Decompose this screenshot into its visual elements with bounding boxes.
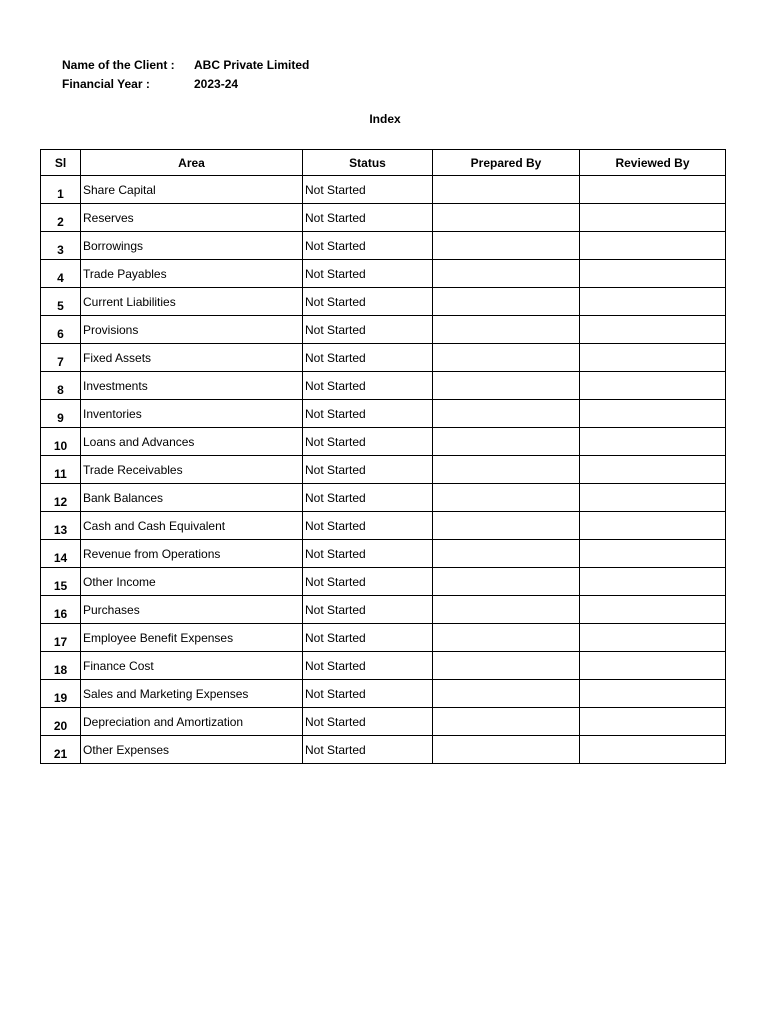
- status-cell[interactable]: Not Started: [303, 736, 433, 764]
- status-cell[interactable]: Not Started: [303, 596, 433, 624]
- sl-cell: 20: [41, 708, 81, 736]
- prepared-by-cell[interactable]: [433, 624, 580, 652]
- reviewed-by-cell[interactable]: [580, 568, 726, 596]
- area-cell: Other Income: [81, 568, 303, 596]
- area-cell: Cash and Cash Equivalent: [81, 512, 303, 540]
- financial-year-value: 2023-24: [194, 77, 239, 91]
- status-cell[interactable]: Not Started: [303, 456, 433, 484]
- table-row: [41, 708, 726, 736]
- reviewed-by-cell[interactable]: [580, 484, 726, 512]
- status-cell[interactable]: Not Started: [303, 344, 433, 372]
- area-cell: Depreciation and Amortization: [81, 708, 303, 736]
- sl-cell: 12: [41, 484, 81, 512]
- column-header-sl: Sl: [41, 150, 81, 176]
- reviewed-by-cell[interactable]: [580, 596, 726, 624]
- prepared-by-cell[interactable]: [433, 736, 580, 764]
- table-row: [41, 568, 726, 596]
- table-row: [41, 288, 726, 316]
- table-row: [41, 232, 726, 260]
- sl-cell: 10: [41, 428, 81, 456]
- sl-cell: 6: [41, 316, 81, 344]
- prepared-by-cell[interactable]: [433, 456, 580, 484]
- sl-cell: 15: [41, 568, 81, 596]
- table-row: [41, 344, 726, 372]
- status-cell[interactable]: Not Started: [303, 512, 433, 540]
- client-info-block: [62, 56, 309, 94]
- table-row: [41, 680, 726, 708]
- prepared-by-cell[interactable]: [433, 288, 580, 316]
- reviewed-by-cell[interactable]: [580, 288, 726, 316]
- table-row: [41, 736, 726, 764]
- sl-cell: 4: [41, 260, 81, 288]
- client-name-value: ABC Private Limited: [194, 58, 310, 72]
- table-row: [41, 624, 726, 652]
- reviewed-by-cell[interactable]: [580, 736, 726, 764]
- prepared-by-cell[interactable]: [433, 652, 580, 680]
- area-cell: Share Capital: [81, 176, 303, 204]
- reviewed-by-cell[interactable]: [580, 400, 726, 428]
- reviewed-by-cell[interactable]: [580, 232, 726, 260]
- area-cell: Reserves: [81, 204, 303, 232]
- reviewed-by-cell[interactable]: [580, 344, 726, 372]
- table-row: [41, 316, 726, 344]
- status-cell[interactable]: Not Started: [303, 484, 433, 512]
- area-cell: Loans and Advances: [81, 428, 303, 456]
- area-cell: Revenue from Operations: [81, 540, 303, 568]
- sl-cell: 2: [41, 204, 81, 232]
- area-cell: Finance Cost: [81, 652, 303, 680]
- reviewed-by-cell[interactable]: [580, 680, 726, 708]
- index-table: [40, 149, 726, 764]
- column-header-area: Area: [81, 150, 303, 176]
- sl-cell: 1: [41, 176, 81, 204]
- reviewed-by-cell[interactable]: [580, 540, 726, 568]
- area-cell: Borrowings: [81, 232, 303, 260]
- table-row: [41, 260, 726, 288]
- prepared-by-cell[interactable]: [433, 596, 580, 624]
- financial-year-label: Financial Year :: [62, 77, 150, 91]
- sl-cell: 11: [41, 456, 81, 484]
- client-name-label: Name of the Client :: [62, 58, 175, 72]
- reviewed-by-cell[interactable]: [580, 204, 726, 232]
- reviewed-by-cell[interactable]: [580, 372, 726, 400]
- table-row: [41, 176, 726, 204]
- area-cell: Fixed Assets: [81, 344, 303, 372]
- prepared-by-cell[interactable]: [433, 400, 580, 428]
- prepared-by-cell[interactable]: [433, 540, 580, 568]
- prepared-by-cell[interactable]: [433, 568, 580, 596]
- prepared-by-cell[interactable]: [433, 204, 580, 232]
- reviewed-by-cell[interactable]: [580, 512, 726, 540]
- sl-cell: 14: [41, 540, 81, 568]
- prepared-by-cell[interactable]: [433, 260, 580, 288]
- area-cell: Trade Receivables: [81, 456, 303, 484]
- reviewed-by-cell[interactable]: [580, 708, 726, 736]
- reviewed-by-cell[interactable]: [580, 176, 726, 204]
- reviewed-by-cell[interactable]: [580, 428, 726, 456]
- table-row: [41, 652, 726, 680]
- status-cell[interactable]: Not Started: [303, 288, 433, 316]
- area-cell: Provisions: [81, 316, 303, 344]
- area-cell: Inventories: [81, 400, 303, 428]
- area-cell: Employee Benefit Expenses: [81, 624, 303, 652]
- table-row: [41, 372, 726, 400]
- status-cell[interactable]: Not Started: [303, 624, 433, 652]
- area-cell: Trade Payables: [81, 260, 303, 288]
- sl-cell: 7: [41, 344, 81, 372]
- table-row: [41, 428, 726, 456]
- table-row: [41, 540, 726, 568]
- status-cell[interactable]: Not Started: [303, 652, 433, 680]
- column-header-status: Status: [303, 150, 433, 176]
- table-header-row: [41, 150, 726, 176]
- reviewed-by-cell[interactable]: [580, 260, 726, 288]
- client-name-row: [62, 56, 309, 75]
- index-title: Index: [369, 112, 401, 126]
- prepared-by-cell[interactable]: [433, 512, 580, 540]
- status-cell[interactable]: Not Started: [303, 568, 433, 596]
- sl-cell: 13: [41, 512, 81, 540]
- area-cell: Purchases: [81, 596, 303, 624]
- sl-cell: 9: [41, 400, 81, 428]
- reviewed-by-cell[interactable]: [580, 624, 726, 652]
- status-cell[interactable]: Not Started: [303, 176, 433, 204]
- prepared-by-cell[interactable]: [433, 372, 580, 400]
- status-cell[interactable]: Not Started: [303, 232, 433, 260]
- prepared-by-cell[interactable]: [433, 344, 580, 372]
- prepared-by-cell[interactable]: [433, 428, 580, 456]
- prepared-by-cell[interactable]: [433, 708, 580, 736]
- status-cell[interactable]: Not Started: [303, 428, 433, 456]
- prepared-by-cell[interactable]: [433, 176, 580, 204]
- column-header-reviewed-by: Reviewed By: [580, 150, 726, 176]
- status-cell[interactable]: Not Started: [303, 540, 433, 568]
- area-cell: Sales and Marketing Expenses: [81, 680, 303, 708]
- sl-cell: 3: [41, 232, 81, 260]
- table-row: [41, 204, 726, 232]
- sl-cell: 16: [41, 596, 81, 624]
- area-cell: Other Expenses: [81, 736, 303, 764]
- sl-cell: 18: [41, 652, 81, 680]
- reviewed-by-cell[interactable]: [580, 316, 726, 344]
- table-row: [41, 512, 726, 540]
- table-row: [41, 400, 726, 428]
- status-cell[interactable]: Not Started: [303, 708, 433, 736]
- sl-cell: 21: [41, 736, 81, 764]
- area-cell: Investments: [81, 372, 303, 400]
- prepared-by-cell[interactable]: [433, 484, 580, 512]
- sl-cell: 19: [41, 680, 81, 708]
- area-cell: Current Liabilities: [81, 288, 303, 316]
- prepared-by-cell[interactable]: [433, 316, 580, 344]
- area-cell: Bank Balances: [81, 484, 303, 512]
- column-header-prepared-by: Prepared By: [433, 150, 580, 176]
- reviewed-by-cell[interactable]: [580, 652, 726, 680]
- reviewed-by-cell[interactable]: [580, 456, 726, 484]
- table-row: [41, 484, 726, 512]
- status-cell[interactable]: Not Started: [303, 372, 433, 400]
- status-cell[interactable]: Not Started: [303, 680, 433, 708]
- prepared-by-cell[interactable]: [433, 680, 580, 708]
- table-row: [41, 456, 726, 484]
- sl-cell: 5: [41, 288, 81, 316]
- table-body: [41, 176, 726, 764]
- financial-year-row: [62, 75, 309, 94]
- table-row: [41, 596, 726, 624]
- status-cell[interactable]: Not Started: [303, 204, 433, 232]
- status-cell[interactable]: Not Started: [303, 260, 433, 288]
- status-cell[interactable]: Not Started: [303, 400, 433, 428]
- status-cell[interactable]: Not Started: [303, 316, 433, 344]
- sl-cell: 8: [41, 372, 81, 400]
- sl-cell: 17: [41, 624, 81, 652]
- prepared-by-cell[interactable]: [433, 232, 580, 260]
